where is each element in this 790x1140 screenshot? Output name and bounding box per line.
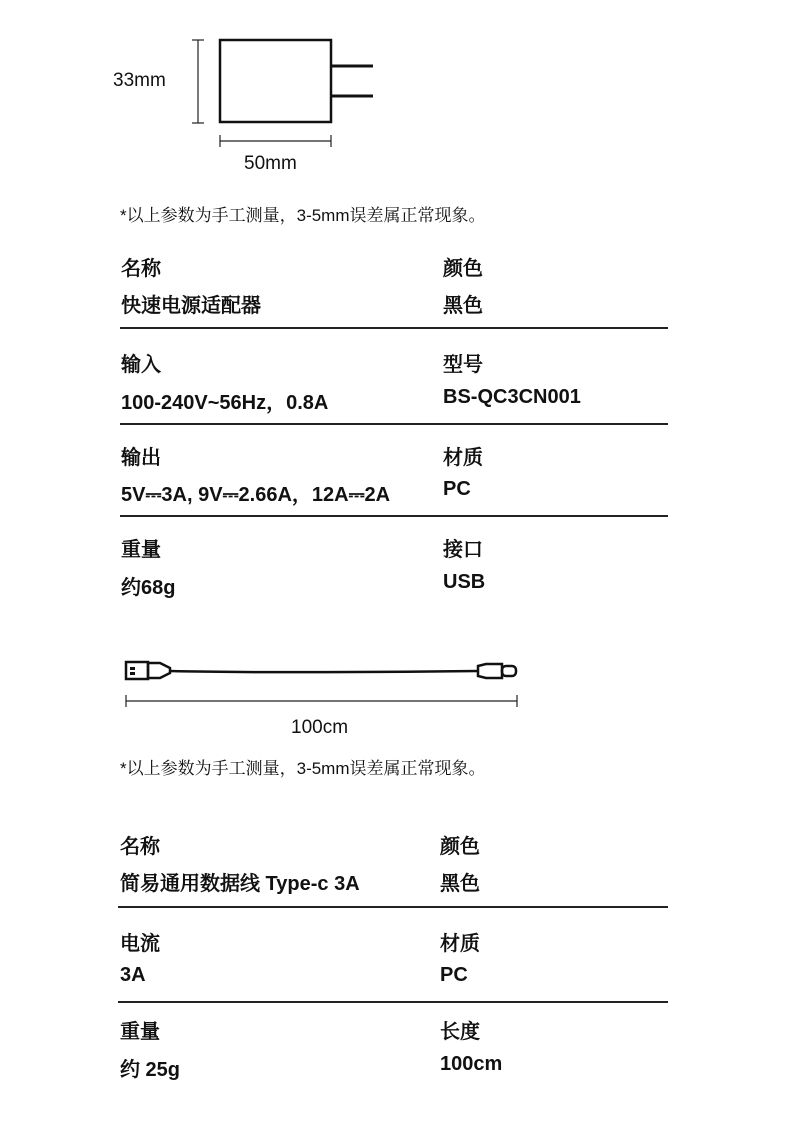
spec-label: 材质 — [440, 933, 480, 955]
cable-drawing — [0, 650, 790, 730]
cable-length-label: 100cm — [291, 717, 349, 738]
spec-value: 黑色 — [443, 295, 483, 317]
cable-measure-note: *以上参数为手工测量，3-5mm误差属正常现象。 — [120, 759, 486, 778]
spec-value: 约 25g — [120, 1059, 181, 1081]
spec-label: 型号 — [443, 354, 483, 376]
usb-a-plug-icon — [126, 662, 170, 679]
spec-value: 3A — [120, 964, 146, 986]
spec-label: 输入 — [121, 354, 161, 376]
divider — [118, 906, 668, 908]
spec-value: BS-QC3CN001 — [443, 386, 581, 408]
adapter-body — [220, 40, 331, 122]
spec-value: 100-240V~56Hz，0.8A — [121, 392, 329, 414]
spec-value: 简易通用数据线 Type-c 3A — [120, 873, 360, 895]
spec-value: 约68g — [121, 577, 176, 599]
spec-label: 长度 — [440, 1021, 480, 1043]
spec-value: 黑色 — [440, 873, 480, 895]
spec-label: 接口 — [443, 539, 483, 561]
divider — [120, 423, 668, 425]
spec-value: 快速电源适配器 — [121, 295, 261, 317]
divider — [120, 515, 668, 517]
spec-value: PC — [440, 964, 468, 986]
adapter-width-label: 50mm — [244, 153, 297, 174]
spec-label: 输出 — [121, 447, 161, 469]
spec-value: 100cm — [440, 1053, 503, 1075]
spec-value: 5V⎓3A, 9V⎓2.66A，12A⎓2A — [121, 484, 391, 506]
spec-label: 电流 — [120, 933, 160, 955]
spec-value: USB — [443, 571, 486, 593]
spec-label: 颜色 — [443, 258, 483, 280]
spec-label: 名称 — [120, 836, 160, 858]
spec-value: PC — [443, 478, 471, 500]
type-c-plug-icon — [478, 664, 516, 678]
cable-wire — [170, 671, 478, 672]
adapter-measure-note: *以上参数为手工测量，3-5mm误差属正常现象。 — [120, 206, 486, 225]
spec-label: 材质 — [443, 447, 483, 469]
spec-label: 名称 — [121, 258, 161, 280]
spec-label: 颜色 — [440, 836, 480, 858]
divider — [118, 1001, 668, 1003]
adapter-height-label: 33mm — [113, 70, 166, 91]
spec-label: 重量 — [120, 1021, 160, 1043]
divider — [120, 327, 668, 329]
spec-label: 重量 — [121, 539, 161, 561]
